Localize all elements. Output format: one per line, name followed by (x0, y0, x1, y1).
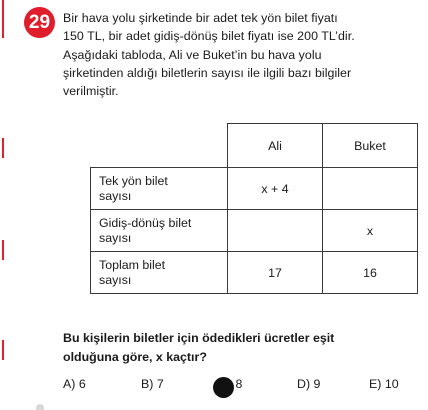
cell-ali-one-way: x + 4 (228, 168, 323, 210)
question-number-badge: 29 (24, 7, 55, 38)
option-e[interactable] (369, 377, 399, 391)
row-label-line: sayısı (99, 230, 132, 245)
option-value: 6 (78, 377, 86, 391)
option-value: 8 (235, 377, 243, 391)
option-b[interactable] (141, 377, 164, 391)
option-value: 9 (313, 377, 321, 391)
column-header-buket: Buket (323, 124, 418, 168)
option-letter: E) (369, 377, 382, 391)
option-value: 7 (156, 377, 164, 391)
row-label-line: Toplam bilet (99, 258, 166, 272)
ticket-table (90, 123, 418, 294)
cell-buket-total: 16 (323, 252, 418, 294)
table-corner-cell (91, 124, 228, 168)
question-line: verilmiştir. (63, 84, 119, 99)
row-label-line: sayısı (99, 188, 132, 203)
page-edge-mark (36, 404, 44, 410)
row-label-line: Gidiş-dönüş bilet (99, 216, 192, 230)
row-label-one-way (91, 168, 228, 210)
column-header-ali: Ali (228, 124, 323, 168)
option-value: 10 (384, 377, 399, 391)
option-letter: B) (141, 377, 154, 391)
question-text (63, 9, 419, 100)
option-d[interactable] (297, 377, 320, 391)
question-line: şirketinden aldığı biletlerin sayısı ile ilgili bazı bilgiler (63, 65, 352, 80)
prompt-line: olduğuna göre, x kaçtır? (63, 349, 207, 364)
question-line: Bir hava yolu şirketinde bir adet tek yön bilet fiyatı (63, 11, 338, 25)
answer-mark-dot (213, 377, 234, 398)
prompt-line: Bu kişilerin biletler için ödedikleri ücretler eşit (63, 331, 335, 345)
row-label-round-trip (91, 210, 228, 252)
margin-line-lower (2, 240, 4, 260)
table-row (91, 168, 418, 210)
option-letter: A) (63, 377, 76, 391)
question-prompt (63, 329, 334, 366)
cell-buket-round-trip: x (323, 210, 418, 252)
cell-ali-round-trip (228, 210, 323, 252)
margin-line-bottom (2, 340, 4, 360)
row-label-total (91, 252, 228, 294)
table-row (91, 210, 418, 252)
cell-buket-one-way (323, 168, 418, 210)
row-label-line: sayısı (99, 272, 132, 287)
option-a[interactable] (63, 377, 86, 391)
option-letter: D) (297, 377, 311, 391)
table-header-row (91, 124, 418, 168)
row-label-line: Tek yön bilet (99, 174, 168, 188)
cell-ali-total: 17 (228, 252, 323, 294)
margin-line-middle (2, 138, 4, 158)
question-line: 150 TL, bir adet gidiş-dönüş bilet fiyatı ise 200 TL’dir. (63, 29, 355, 44)
table-row (91, 252, 418, 294)
question-line: Aşağıdaki tabloda, Ali ve Buket’in bu hava yolu (63, 47, 322, 62)
margin-line-top (2, 0, 4, 38)
